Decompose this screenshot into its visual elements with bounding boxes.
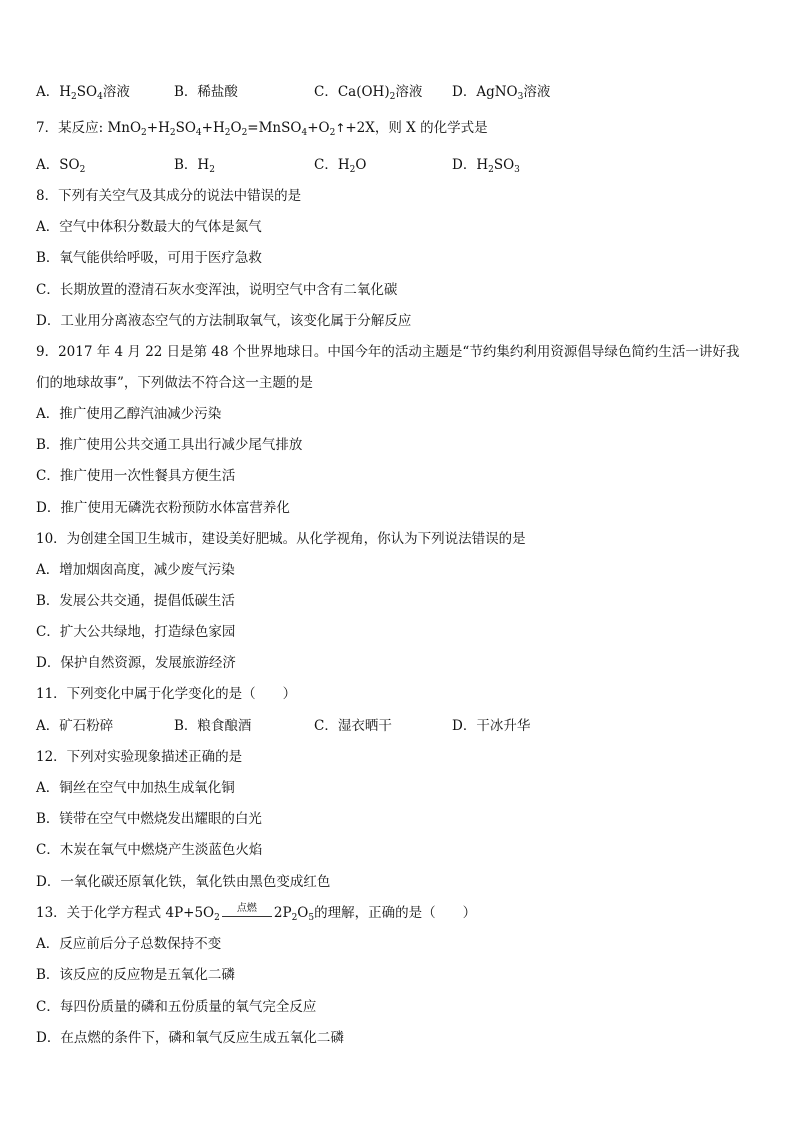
q6-option-b[interactable]: B．稀盐酸 [174, 84, 238, 100]
q7-option-a[interactable]: A．$SO_2$ [36, 157, 86, 175]
q13-option-d[interactable]: D．在点燃的条件下，磷和氧气反应生成五氧化二磷 [36, 1030, 344, 1046]
q11-option-b[interactable]: B．粮食酿酒 [174, 718, 252, 734]
q12-option-b[interactable]: B．镁带在空气中燃烧发出耀眼的白光 [36, 811, 262, 827]
reaction-condition-arrow: 点燃 [222, 906, 272, 922]
q12-option-d[interactable]: D．一氧化碳还原氧化铁，氧化铁由黑色变成红色 [36, 874, 331, 890]
q8-option-b[interactable]: B．氧气能供给呼吸，可用于医疗急救 [36, 250, 262, 266]
q13-option-c[interactable]: C．每四份质量的磷和五份质量的氧气完全反应 [36, 999, 317, 1015]
q7-option-c[interactable]: C．$H_2O$ [314, 157, 367, 175]
q6-option-c[interactable]: C．$Ca(OH)_2$溶液 [314, 84, 423, 102]
q7-stem: 7．某反应: $MnO_2+H_2SO_4+H_2O_2=MnSO_4+O_2↑+2X$，则 X 的化学式是 [36, 120, 488, 138]
q8-stem: 8．下列有关空气及其成分的说法中错误的是 [36, 188, 302, 204]
q9-stem-line1: 9．2017 年 4 月 22 日是第 48 个世界地球日。中国今年的活动主题是“节约集约利用资源倡导绿色简约生活一讲好我 [36, 344, 740, 360]
q9-option-c[interactable]: C．推广使用一次性餐具方便生活 [36, 468, 236, 484]
gas-up-arrow-icon: ↑ [335, 121, 346, 135]
q11-option-a[interactable]: A．矿石粉碎 [36, 718, 114, 734]
q10-stem: 10．为创建全国卫生城市，建设美好肥城。从化学视角，你认为下列说法错误的是 [36, 531, 526, 547]
q10-option-c[interactable]: C．扩大公共绿地，打造绿色家园 [36, 624, 236, 640]
q12-option-c[interactable]: C．木炭在氧气中燃烧产生淡蓝色火焰 [36, 842, 263, 858]
q12-stem: 12．下列对实验现象描述正确的是 [36, 749, 243, 765]
q8-option-d[interactable]: D．工业用分离液态空气的方法制取氧气，该变化属于分解反应 [36, 313, 412, 329]
q7-equation: $MnO_2+H_2SO_4+H_2O_2=MnSO_4+O_2↑+2X$ [107, 120, 375, 138]
q13-option-b[interactable]: B．该反应的反应物是五氧化二磷 [36, 967, 235, 983]
q13-equation: $4P+5O_2$ 点燃 $2P_2O_5$ [165, 902, 315, 923]
q9-option-d[interactable]: D．推广使用无磷洗衣粉预防水体富营养化 [36, 500, 290, 516]
q9-option-b[interactable]: B．推广使用公共交通工具出行减少尾气排放 [36, 437, 303, 453]
q10-option-d[interactable]: D．保护自然资源，发展旅游经济 [36, 655, 236, 671]
q8-option-a[interactable]: A．空气中体积分数最大的气体是氮气 [36, 219, 262, 235]
q8-option-c[interactable]: C．长期放置的澄清石灰水变浑浊，说明空气中含有二氧化碳 [36, 282, 398, 298]
q11-option-d[interactable]: D．干冰升华 [452, 718, 531, 734]
q7-option-b[interactable]: B．$H_2$ [174, 157, 215, 175]
q9-stem-line2: 们的地球故事”，下列做法不符合这一主题的是 [36, 375, 313, 391]
q9-option-a[interactable]: A．推广使用乙醇汽油减少污染 [36, 406, 222, 422]
q11-stem: 11．下列变化中属于化学变化的是（ ） [36, 686, 297, 702]
q11-option-c[interactable]: C．湿衣晒干 [314, 718, 392, 734]
q13-stem: 13．关于化学方程式 $4P+5O_2$ 点燃 $2P_2O_5$的理解，正确的是（ ） [36, 902, 477, 923]
q13-option-a[interactable]: A．反应前后分子总数保持不变 [36, 936, 222, 952]
q12-option-a[interactable]: A．铜丝在空气中加热生成氧化铜 [36, 780, 235, 796]
q7-option-d[interactable]: D．$H_2SO_3$ [452, 157, 520, 175]
q6-option-a[interactable]: A．$H_2SO_4$溶液 [36, 84, 130, 102]
q6-option-d[interactable]: D．AgNO$_3$溶液 [452, 84, 551, 102]
q10-option-a[interactable]: A．增加烟囱高度，减少废气污染 [36, 562, 235, 578]
q10-option-b[interactable]: B．发展公共交通，提倡低碳生活 [36, 593, 235, 609]
